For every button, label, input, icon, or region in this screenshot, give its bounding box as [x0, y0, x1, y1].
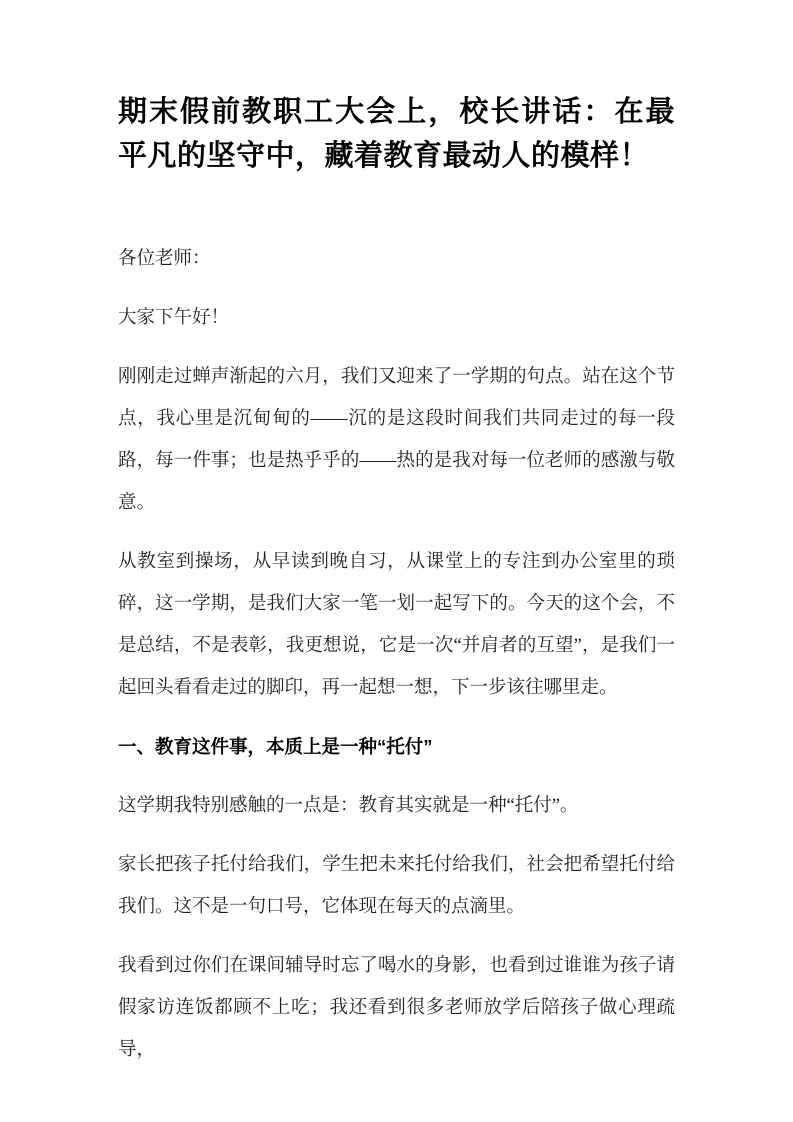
paragraph-entrustment-detail: 家长把孩子托付给我们，学生把未来托付给我们，社会把希望托付给我们。这不是一句口号，它体现在每天的点滴里。 — [118, 855, 675, 917]
paragraph-semester-review: 从教室到操场，从早读到晚自习，从课堂上的专注到办公室里的琐碎，这一学期，是我们大家一笔一划一起写下的。今天的这个会，不是总结，不是表彰，我更想说，它是一次“并肩者的互望”，是我们一起回头看看走过的脚印，再一起想一想，下一步该往哪里走。 — [118, 552, 675, 698]
paragraph-teacher-examples: 我看到过你们在课间辅导时忘了喝水的身影，也看到过谁谁为孩子请假家访连饭都顾不上吃；我还看到很多老师放学后陪孩子做心理疏导， — [118, 956, 675, 1060]
section-heading-1: 一、教育这件事，本质上是一种“托付” — [118, 736, 433, 757]
paragraph-entrustment-intro: 这学期我特别感触的一点是：教育其实就是一种“托付”。 — [118, 796, 579, 816]
document-body — [118, 238, 675, 1071]
paragraph-greeting: 大家下午好！ — [118, 308, 230, 328]
document-title: 期末假前教职工大会上，校长讲话：在最平凡的坚守中，藏着教育最动人的模样！ — [118, 96, 675, 172]
paragraph-salutation: 各位老师： — [118, 249, 211, 269]
paragraph-intro-reflection: 刚刚走过蝉声渐起的六月，我们又迎来了一学期的句点。站在这个节点，我心里是沉甸甸的——沉的是这段时间我们共同走过的每一段路，每一件事；也是热乎乎的——热的是我对每一位老师的感激与敬意。 — [118, 367, 675, 513]
